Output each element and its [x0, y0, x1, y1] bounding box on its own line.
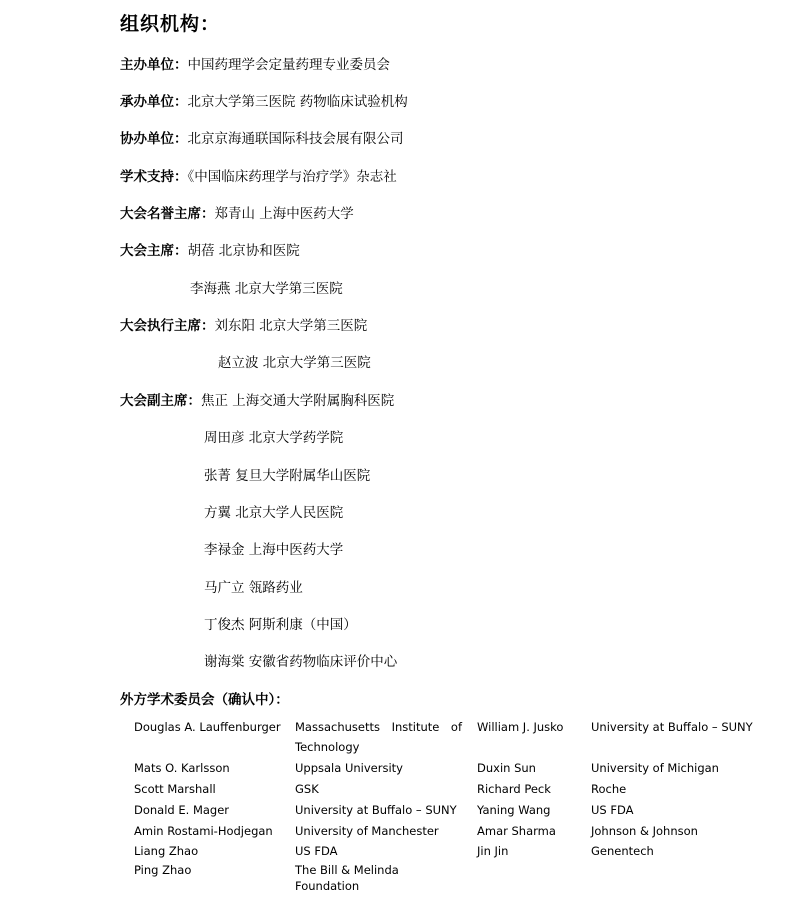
member-name: Scott Marshall: [134, 782, 216, 796]
vice-chair-item: 方翼 北京大学人民医院: [204, 505, 344, 521]
vice-chair-item: 马广立 瓴路药业: [204, 580, 303, 596]
external-committee-title: 外方学术委员会（确认中）：: [120, 692, 289, 708]
vice-chair-item: 丁俊杰 阿斯利康（中国）: [204, 617, 357, 633]
host-line: [120, 93, 408, 111]
member-affiliation: GSK: [295, 782, 319, 796]
chair-value: 胡蓓 北京协和医院: [187, 243, 300, 259]
vice-chair-item: 周田彦 北京大学药学院: [204, 430, 344, 446]
member-name: Amin Rostami-Hodjegan: [134, 824, 273, 838]
host-label: 承办单位：: [120, 94, 188, 110]
co-organizer-line: [120, 130, 404, 148]
organizer-value: 中国药理学会定量药理专业委员会: [187, 57, 390, 73]
member-affiliation: US FDA: [591, 803, 634, 817]
affiliation-word: Massachusetts: [295, 720, 380, 734]
academic-support-value: 《中国临床药理学与治疗学》杂志社: [187, 169, 397, 185]
member-affiliation: Johnson & Johnson: [591, 824, 698, 838]
chair-line: [120, 242, 300, 260]
affiliation-word: Institute: [391, 720, 440, 734]
member-name: Richard Peck: [477, 782, 551, 796]
member-affiliation: The Bill & Melinda: [295, 863, 399, 877]
member-name: Douglas A. Lauffenburger: [134, 720, 281, 734]
honorary-chair-line: [120, 205, 354, 223]
chair-extra: 李海燕 北京大学第三医院: [190, 281, 343, 297]
member-name: Amar Sharma: [477, 824, 556, 838]
academic-support-line: [120, 168, 397, 186]
member-name: Mats O. Karlsson: [134, 761, 230, 775]
member-affiliation: [295, 719, 462, 735]
member-affiliation: Roche: [591, 782, 627, 796]
vice-chair-line: [120, 392, 394, 410]
executive-chair-value: 刘东阳 北京大学第三医院: [214, 318, 368, 334]
executive-chair-extra: 赵立波 北京大学第三医院: [218, 355, 371, 371]
co-organizer-label: 协办单位：: [120, 131, 188, 147]
honorary-chair-value: 郑青山 上海中医药大学: [214, 206, 354, 222]
executive-chair-line: [120, 317, 367, 335]
member-name: William J. Jusko: [477, 720, 564, 734]
member-affiliation-cont: Technology: [295, 740, 360, 754]
section-title: 组织机构：: [120, 13, 221, 35]
academic-support-label: 学术支持：: [120, 169, 188, 185]
vice-chair-item: 谢海棠 安徽省药物临床评价中心: [204, 654, 398, 670]
member-affiliation: Genentech: [591, 844, 654, 858]
organizer-label: 主办单位：: [120, 57, 188, 73]
co-organizer-value: 北京京海通联国际科技会展有限公司: [187, 131, 404, 147]
member-name: Donald E. Mager: [134, 803, 230, 817]
member-affiliation: University of Manchester: [295, 824, 439, 838]
member-name: Yaning Wang: [477, 803, 551, 817]
member-name: Liang Zhao: [134, 844, 199, 858]
member-affiliation: US FDA: [295, 844, 338, 858]
member-name: Jin Jin: [477, 844, 509, 858]
chair-label: 大会主席：: [120, 243, 188, 259]
member-affiliation-cont: Foundation: [295, 879, 360, 893]
affiliation-word: of: [450, 720, 462, 734]
honorary-chair-label: 大会名誉主席：: [120, 206, 215, 222]
member-affiliation: University of Michigan: [591, 761, 719, 775]
host-value: 北京大学第三医院 药物临床试验机构: [187, 94, 408, 110]
vice-chair-value: 焦正 上海交通大学附属胸科医院: [201, 393, 395, 409]
member-name: Ping Zhao: [134, 863, 192, 877]
member-name: Duxin Sun: [477, 761, 536, 775]
organizer-line: [120, 56, 390, 74]
member-affiliation: University at Buffalo – SUNY: [295, 803, 457, 817]
vice-chair-item: 张菁 复旦大学附属华山医院: [204, 468, 371, 484]
vice-chair-item: 李禄金 上海中医药大学: [204, 542, 344, 558]
executive-chair-label: 大会执行主席：: [120, 318, 215, 334]
member-affiliation: University at Buffalo – SUNY: [591, 720, 753, 734]
vice-chair-label: 大会副主席：: [120, 393, 201, 409]
member-affiliation: Uppsala University: [295, 761, 403, 775]
